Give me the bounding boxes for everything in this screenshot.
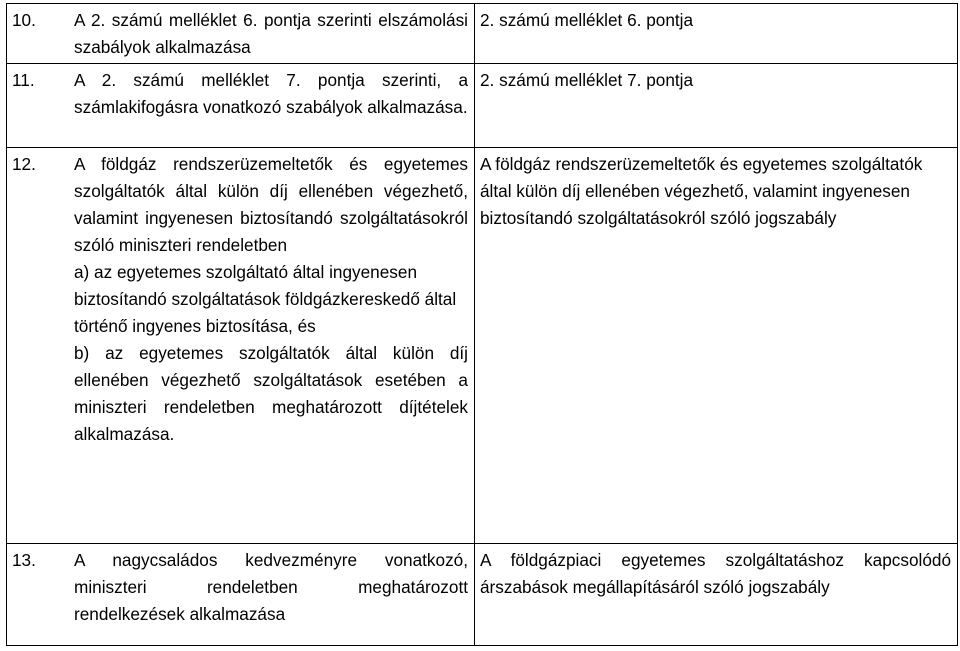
table-cell-right: [475, 148, 958, 544]
table-cell-right: [475, 544, 958, 646]
table-cell-left: [7, 64, 475, 148]
table-row: [7, 64, 958, 148]
table-cell-left: [7, 544, 475, 646]
table-cell-right: [475, 4, 958, 64]
legal-reference: 2. számú melléklet 6. pontja: [480, 10, 694, 30]
row-number: 10.: [12, 10, 36, 30]
row-description: A földgáz rendszerüzemeltetők és egyetemes szolgáltatók által külön díj ellenében végezhető, valamint ingyenesen biztosítandó szolgáltatásokról szóló miniszteri rendeletben: [74, 154, 468, 255]
list-item-a: a) az egyetemes szolgáltató által ingyenesen biztosítandó szolgáltatások földgázkereskedő által történő ingyenes biztosítása, és: [74, 262, 457, 336]
row-number: 11.: [12, 70, 35, 90]
legal-reference: A földgázpiaci egyetemes szolgáltatáshoz kapcsolódó árszabások megállapításáról szóló jogszabály: [480, 550, 951, 597]
legal-reference: A földgáz rendszerüzemeltetők és egyetemes szolgáltatók által külön díj ellenében végezhető, valamint ingyenesen biztosítandó szolgáltatásokról szóló jogszabály: [480, 154, 923, 228]
row-number: 13.: [12, 550, 36, 570]
regulation-table: [6, 3, 958, 646]
table-cell-left: [7, 4, 475, 64]
table-cell-right: [475, 64, 958, 148]
table-row: [7, 148, 958, 544]
table-cell-left: [7, 148, 475, 544]
row-number: 12.: [12, 154, 36, 174]
legal-reference: 2. számú melléklet 7. pontja: [480, 70, 694, 90]
row-description: A 2. számú melléklet 7. pontja szerinti, a számlakifogásra vonatkozó szabályok alkalmazása.: [74, 70, 468, 117]
table-row: [7, 544, 958, 646]
row-description: A 2. számú melléklet 6. pontja szerinti elszámolási szabályok alkalmazása: [74, 10, 468, 57]
table-row: [7, 4, 958, 64]
row-description: A nagycsaládos kedvezményre vonatkozó, miniszteri rendeletben meghatározott rendelkezések alkalmazása: [74, 550, 468, 624]
list-item-b: b) az egyetemes szolgáltatók által külön díj ellenében végezhető szolgáltatások esetében a miniszteri rendeletben meghatározott díjtételek alkalmazása.: [74, 343, 468, 444]
